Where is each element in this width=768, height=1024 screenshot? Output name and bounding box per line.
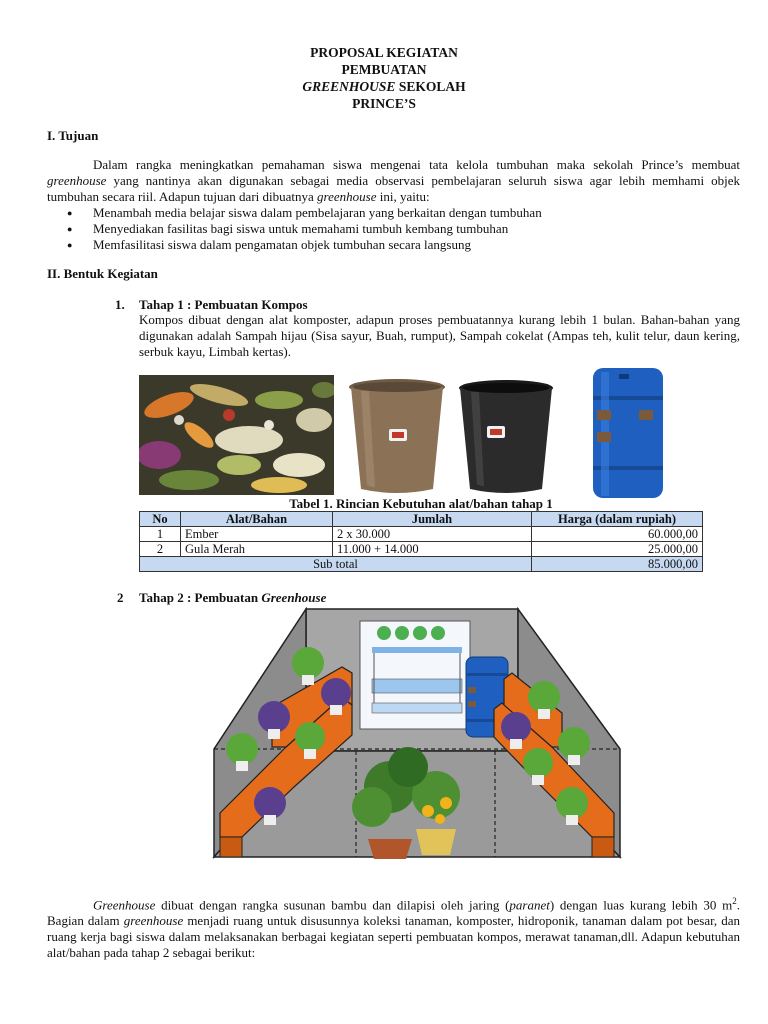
table-header-row [140,512,703,527]
table-cell-qty: 2 x 30.000 [333,527,532,542]
desc-superscript: 2 [732,896,737,906]
requirements-table-1 [139,511,703,572]
black-bucket-image [457,378,555,495]
desc-text-a: dibuat dengan rangka susunan bambu dan dilapisi oleh jaring ( [161,897,510,913]
table-cell-no: 2 [140,542,181,557]
table-cell-item: Gula Merah [181,542,333,557]
table-row [140,542,703,557]
desc-text-c: . Bagian dalam [47,897,741,929]
title-sekolah: SEKOLAH [395,79,466,94]
tujuan-text-2: yang nantinya akan digunakan sebagai media observasi pembelajaran seluruh siswa agar lebih memhami objek tumbuhan secara riil. Adapun tujuan dari dibuatnya [47,173,740,204]
compost-waste-photo [139,375,334,495]
title-greenhouse: GREENHOUSE [302,79,396,94]
title-line-1: PROPOSAL KEGIATAN [310,45,458,60]
tujuan-greenhouse-1: greenhouse [47,173,107,188]
paragraph-greenhouse-description [47,893,740,961]
document-title [0,44,768,112]
table-cell-qty: 11.000 + 14.000 [333,542,532,557]
desc-text-b: ) dengan luas kurang lebih 30 m [549,897,733,913]
step-1-title: Tahap 1 : Pembuatan Kompos [139,297,308,312]
step-2-title-greenhouse: Greenhouse [261,590,327,605]
column-header-jumlah: Jumlah [333,512,532,527]
tujuan-text-3: ini, yaitu: [379,189,430,204]
step-2-number: 2 [117,590,124,605]
title-line-4: PRINCE’S [352,96,416,111]
list-item: ● Menambah media belajar siswa dalam pembelajaran yang berkaitan dengan tumbuhan [47,205,740,221]
table-caption: Tabel 1. Rincian Kebutuhan alat/bahan tahap 1 [289,496,553,511]
desc-text-d: menjadi ruang untuk disusunnya koleksi tanaman, komposter, hidroponik, tanaman dalam pot besar, dan ruang kerja bagi siswa dalam melaksanakan berbagai kegiatan seperti pembuatan kompos, merawat tanaman,dll. Adapun kebutuhan alat/bahan pada tahap 2 sebagai berikut: [47,913,740,961]
subtotal-value: 85.000,00 [532,557,703,572]
heading-tujuan: I. Tujuan [47,128,99,143]
paragraph-tujuan [47,157,740,205]
table-cell-no: 1 [140,527,181,542]
column-header-no: No [140,512,181,527]
subtotal-label: Sub total [140,557,532,572]
greenhouse-layout-illustration [212,607,622,859]
column-header-alat-bahan: Alat/Bahan [181,512,333,527]
tujuan-text-1: Dalam rangka meningkatkan pemahaman siswa mengenai tata kelola tumbuhan maka sekolah Prince’s membuat [93,157,740,172]
step-1-body: Kompos dibuat dengan alat komposter, adapun proses pembuatannya kurang lebih 1 bulan. Bahan-bahan yang digunakan adalah Sampah hijau (Sisa sayur, Buah, rumput), Sampah cokelat (Ampas teh, kulit telur, daun kering, serbuk kayu, Limbah kertas). [139,312,740,359]
table-row [140,527,703,542]
desc-paranet: paranet [509,897,550,913]
table-cell-price: 25.000,00 [532,542,703,557]
desc-greenhouse-2: greenhouse [123,913,184,929]
heading-bentuk-kegiatan: II. Bentuk Kegiatan [47,266,158,281]
tujuan-bullet-list [47,205,740,253]
title-line-2: PEMBUATAN [341,62,427,77]
title-line-3 [0,78,768,95]
step-1-number: 1. [115,297,125,312]
brown-bucket-image [347,377,447,495]
blue-barrel-composter-image [589,366,667,500]
list-item: ● Menyediakan fasilitas bagi siswa untuk memahami tumbuh kembang tumbuhan [47,221,740,237]
column-header-harga: Harga (dalam rupiah) [532,512,703,527]
step-2-title [139,590,326,606]
tujuan-greenhouse-2: greenhouse [317,189,377,204]
table-subtotal-row [140,557,703,572]
table-cell-price: 60.000,00 [532,527,703,542]
step-2-title-text: Tahap 2 : Pembuatan [139,590,262,605]
desc-greenhouse-1: Greenhouse [93,897,156,913]
list-item: ● Memfasilitasi siswa dalam pengamatan objek tumbuhan secara langsung [47,237,740,253]
table-cell-item: Ember [181,527,333,542]
